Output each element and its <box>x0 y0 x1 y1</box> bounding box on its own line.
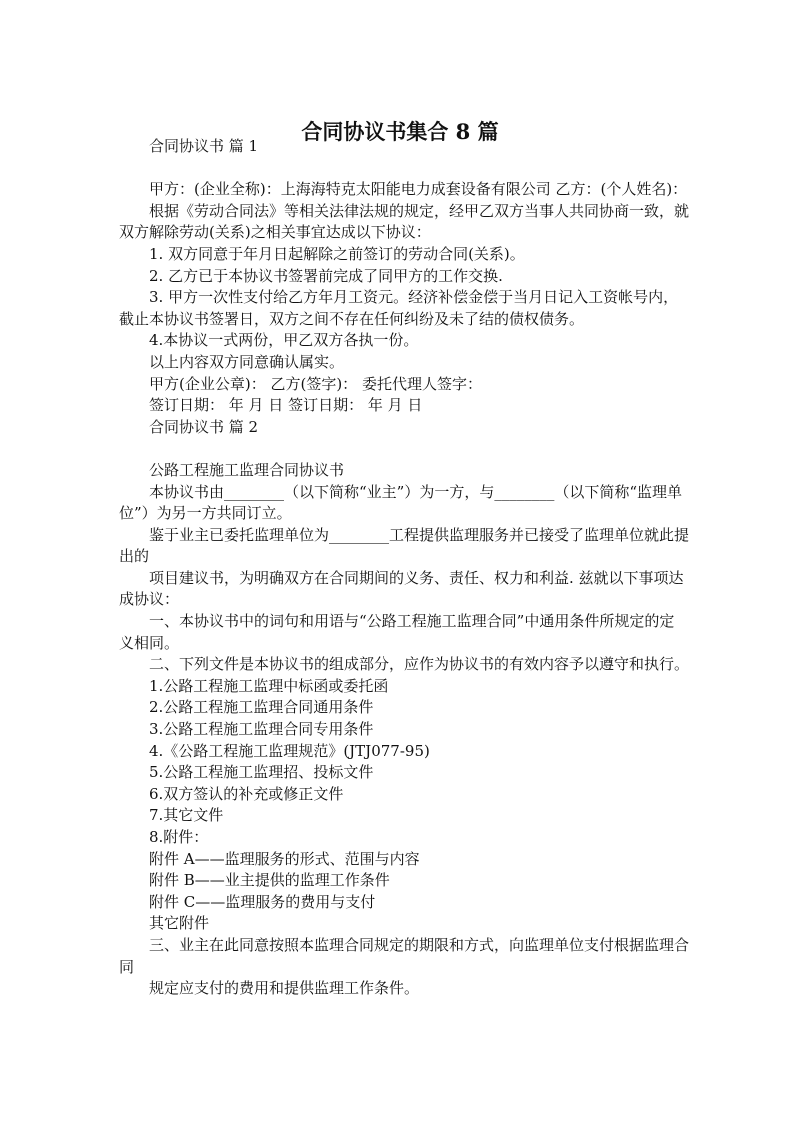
paragraph: 甲方(企业公章)： 乙方(签字)： 委托代理人签字： <box>149 374 482 393</box>
blank-line <box>119 438 689 460</box>
paragraph: 1. 双方同意于年月日起解除之前签订的劳动合同(关系)。 <box>149 244 525 263</box>
paragraph: 2. 乙方已于本协议书签署前完成了同甲方的工作交换. <box>149 266 503 285</box>
paragraph: 附件 C——监理服务的费用与支付 <box>149 892 376 911</box>
paragraph: 甲方：(企业全称)：上海海特克太阳能电力成套设备有限公司 乙方：(个人姓名)： <box>149 180 688 199</box>
paragraph: 根据《劳动合同法》等相关法律法规的规定，经甲乙双方当事人共同协商一致，就双方解除劳动(关系)之相关事宜达成以下协议： <box>119 201 690 242</box>
paragraph: 3. 甲方一次性支付给乙方年月工资元。经济补偿金偿于当月日记入工资帐号内，截止本协议书签署日，双方之间不存在任何纠纷及未了结的债权债务。 <box>119 288 679 328</box>
document-body <box>119 136 689 1000</box>
paragraph: 以上内容双方同意确认属实。 <box>149 352 345 371</box>
paragraph: 合同协议书 篇 2 <box>149 417 259 436</box>
paragraph: 3.公路工程施工监理合同专用条件 <box>149 720 374 739</box>
paragraph: 5.公路工程施工监理招、投标文件 <box>149 763 374 782</box>
paragraph: 项目建议书，为明确双方在合同期间的义务、责任、权力和利益. 兹就以下事项达成协议： <box>119 568 684 609</box>
paragraph: 附件 A——监理服务的形式、范围与内容 <box>149 849 420 868</box>
paragraph: 本协议书由________（以下简称“业主”）为一方，与________（以下简称“监理单位”）为另一方共同订立。 <box>119 482 683 523</box>
document-title: 合同协议书集合 8 篇 <box>301 119 499 145</box>
paragraph: 6.双方签认的补充或修正文件 <box>149 784 344 803</box>
paragraph: 二、下列文件是本协议书的组成部分，应作为协议书的有效内容予以遵守和执行。 <box>149 655 690 674</box>
blank-line <box>119 158 689 180</box>
paragraph: 一、本协议书中的词句和用语与“公路工程施工监理合同”中通用条件所规定的定义相同。 <box>119 612 675 652</box>
paragraph: 三、业主在此同意按照本监理合同规定的期限和方式，向监理单位支付根据监理合同 <box>119 935 690 976</box>
paragraph: 鉴于业主已委托监理单位为________工程提供监理服务并已接受了监理单位就此提出的 <box>119 525 690 566</box>
paragraph: 公路工程施工监理合同协议书 <box>149 460 345 479</box>
paragraph: 2.公路工程施工监理合同通用条件 <box>149 698 374 717</box>
paragraph: 合同协议书 篇 1 <box>149 137 259 155</box>
paragraph: 规定应支付的费用和提供监理工作条件。 <box>149 979 420 998</box>
paragraph: 其它附件 <box>149 914 210 933</box>
paragraph: 签订日期： 年 月 日 签订日期： 年 月 日 <box>149 396 423 415</box>
paragraph: 7.其它文件 <box>149 806 224 825</box>
paragraph: 8.附件： <box>149 828 209 846</box>
paragraph: 1.公路工程施工监理中标函或委托函 <box>149 676 389 695</box>
paragraph: 4.《公路工程施工监理规范》(JTJ077-95) <box>149 741 430 760</box>
paragraph: 附件 B——业主提供的监理工作条件 <box>149 871 390 890</box>
paragraph: 4.本协议一式两份，甲乙双方各执一份。 <box>149 331 419 350</box>
